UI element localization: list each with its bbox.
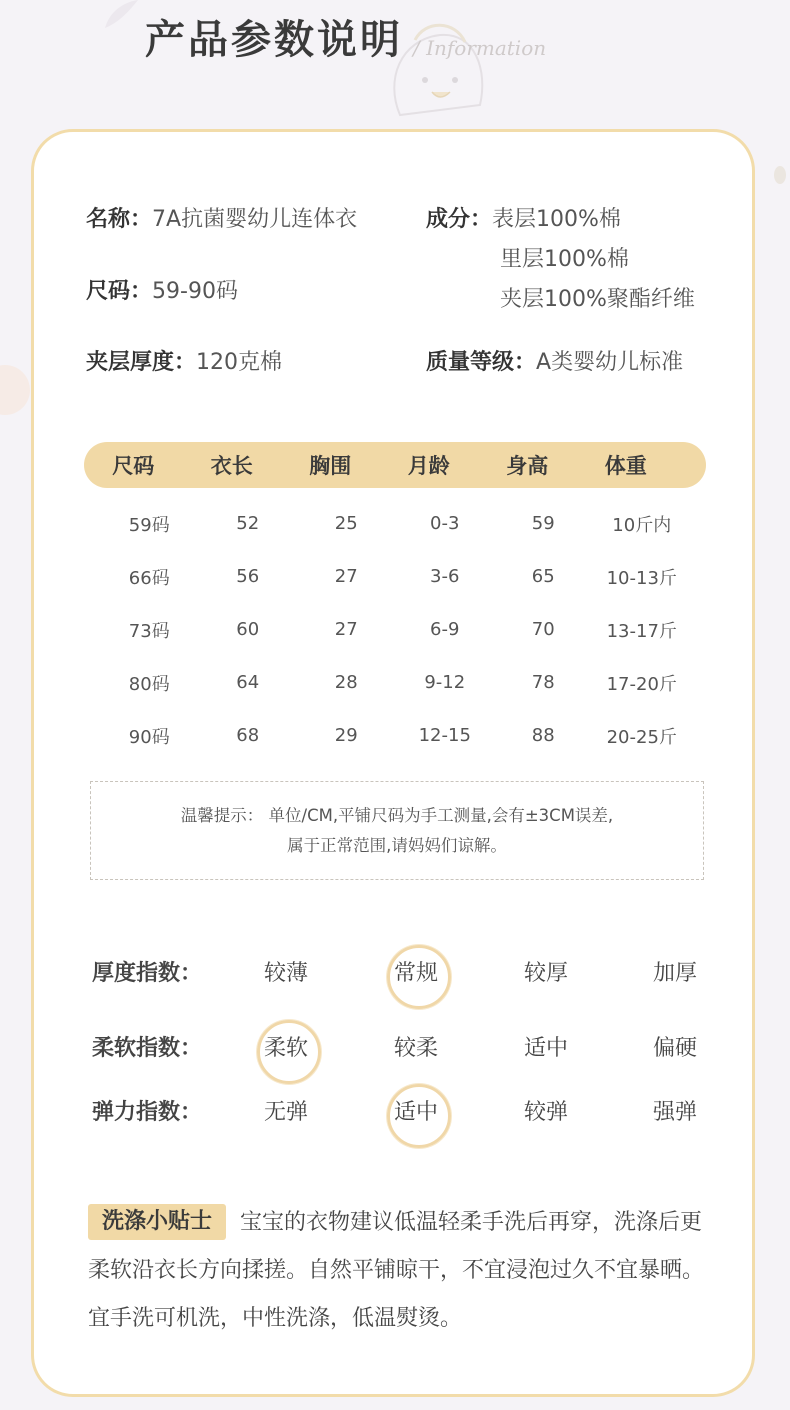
table-cell: 59 bbox=[531, 513, 555, 534]
index-label: 厚度指数： bbox=[92, 961, 203, 986]
page-header bbox=[145, 8, 546, 68]
spec-size bbox=[86, 274, 238, 305]
spec-grade-label: 质量等级： bbox=[426, 350, 537, 375]
index-option: 无弹 bbox=[263, 1100, 308, 1125]
table-cell: 59码 bbox=[128, 514, 170, 536]
care-tips bbox=[88, 1199, 718, 1343]
table-cell: 78 bbox=[531, 672, 555, 693]
table-cell: 10-13斤 bbox=[606, 567, 677, 589]
spec-layer bbox=[86, 345, 282, 376]
table-cell: 29 bbox=[334, 725, 358, 746]
table-row bbox=[100, 603, 691, 656]
table-cell: 27 bbox=[334, 566, 358, 587]
page-subtitle: / Information bbox=[413, 36, 547, 60]
table-cell: 27 bbox=[334, 619, 358, 640]
table-cell: 0-3 bbox=[430, 513, 460, 534]
thickness-index-row bbox=[92, 949, 732, 999]
spec-composition-label: 成分： bbox=[426, 207, 493, 232]
table-row bbox=[100, 656, 691, 709]
notice-line-1: 温馨提示： 单位/CM,平铺尺码为手工测量,会有±3CM误差, bbox=[180, 805, 614, 825]
spec-composition-value-1: 表层100%棉 bbox=[492, 207, 621, 232]
info-card bbox=[31, 129, 755, 1397]
table-cell: 88 bbox=[531, 725, 555, 746]
spec-layer-value: 120克棉 bbox=[196, 350, 283, 375]
table-cell: 6-9 bbox=[430, 619, 460, 640]
index-option: 较厚 bbox=[523, 961, 568, 986]
table-header-cell: 胸围 bbox=[309, 454, 352, 478]
dot-decoration-icon bbox=[770, 165, 790, 185]
table-header-cell: 体重 bbox=[604, 454, 647, 478]
spec-name-value: 7A抗菌婴幼儿连体衣 bbox=[152, 207, 358, 232]
spec-grade-value: A类婴幼儿标准 bbox=[536, 350, 684, 375]
spec-composition-value-3: 夹层100%聚酯纤维 bbox=[500, 287, 695, 312]
index-option-selected: 常规 bbox=[384, 949, 448, 999]
care-tips-text: 宝宝的衣物建议低温轻柔手洗后再穿，洗涤后更柔软沿衣长方向揉搓。自然平铺晾干，不宜浸泡过久不宜暴晒。宜手洗可机洗，中性洗涤，低温熨烫。 bbox=[88, 1210, 705, 1331]
index-option: 适中 bbox=[523, 1036, 568, 1061]
index-label: 弹力指数： bbox=[92, 1100, 203, 1125]
spec-grade bbox=[426, 345, 683, 376]
table-header-cell: 尺码 bbox=[112, 454, 155, 478]
spec-name-label: 名称： bbox=[86, 207, 153, 232]
table-cell: 64 bbox=[236, 672, 260, 693]
spec-layer-label: 夹层厚度： bbox=[86, 350, 197, 375]
table-cell: 9-12 bbox=[424, 672, 466, 693]
spec-composition-line-3 bbox=[500, 282, 695, 313]
table-cell: 90码 bbox=[128, 726, 170, 748]
table-cell: 80码 bbox=[128, 673, 170, 695]
table-cell: 56 bbox=[236, 566, 260, 587]
page-title: 产品参数说明 bbox=[145, 17, 403, 63]
size-table-body bbox=[100, 497, 691, 762]
index-option: 加厚 bbox=[652, 961, 697, 986]
leaf-decoration-icon bbox=[100, 0, 140, 30]
index-option: 较薄 bbox=[263, 961, 308, 986]
measurement-notice bbox=[90, 781, 704, 880]
table-cell: 60 bbox=[236, 619, 260, 640]
size-table-header bbox=[84, 442, 706, 488]
spec-name bbox=[86, 202, 357, 233]
index-option-selected: 柔软 bbox=[254, 1024, 318, 1074]
table-cell: 70 bbox=[531, 619, 555, 640]
index-option: 较弹 bbox=[523, 1100, 568, 1125]
table-header-cell: 月龄 bbox=[407, 454, 450, 478]
spec-composition bbox=[426, 202, 621, 233]
spec-size-value: 59-90码 bbox=[152, 279, 238, 304]
notice-line-2: 属于正常范围,请妈妈们谅解。 bbox=[287, 835, 507, 855]
index-option: 偏硬 bbox=[652, 1036, 697, 1061]
table-cell: 68 bbox=[236, 725, 260, 746]
table-cell: 66码 bbox=[128, 567, 170, 589]
table-row bbox=[100, 497, 691, 550]
table-cell: 28 bbox=[334, 672, 358, 693]
index-option: 强弹 bbox=[652, 1100, 697, 1125]
table-header-cell: 身高 bbox=[506, 454, 549, 478]
table-cell: 65 bbox=[531, 566, 555, 587]
spec-size-label: 尺码： bbox=[86, 279, 153, 304]
spec-composition-value-2: 里层100%棉 bbox=[500, 247, 629, 272]
table-header-cell: 衣长 bbox=[210, 454, 253, 478]
table-cell: 12-15 bbox=[418, 725, 471, 746]
table-cell: 20-25斤 bbox=[606, 726, 677, 748]
table-cell: 52 bbox=[236, 513, 260, 534]
index-option-selected: 适中 bbox=[384, 1088, 448, 1138]
table-cell: 10斤内 bbox=[612, 514, 672, 536]
index-option: 较柔 bbox=[393, 1036, 438, 1061]
index-label: 柔软指数： bbox=[92, 1036, 203, 1061]
table-cell: 25 bbox=[334, 513, 358, 534]
table-row bbox=[100, 550, 691, 603]
table-cell: 73码 bbox=[128, 620, 170, 642]
elasticity-index-row bbox=[92, 1088, 732, 1138]
spec-composition-line-2 bbox=[500, 242, 629, 273]
table-cell: 17-20斤 bbox=[606, 673, 677, 695]
table-cell: 3-6 bbox=[430, 566, 460, 587]
care-tips-badge: 洗涤小贴士 bbox=[88, 1204, 226, 1240]
softness-index-row bbox=[92, 1024, 732, 1074]
table-row bbox=[100, 709, 691, 762]
table-cell: 13-17斤 bbox=[606, 620, 677, 642]
